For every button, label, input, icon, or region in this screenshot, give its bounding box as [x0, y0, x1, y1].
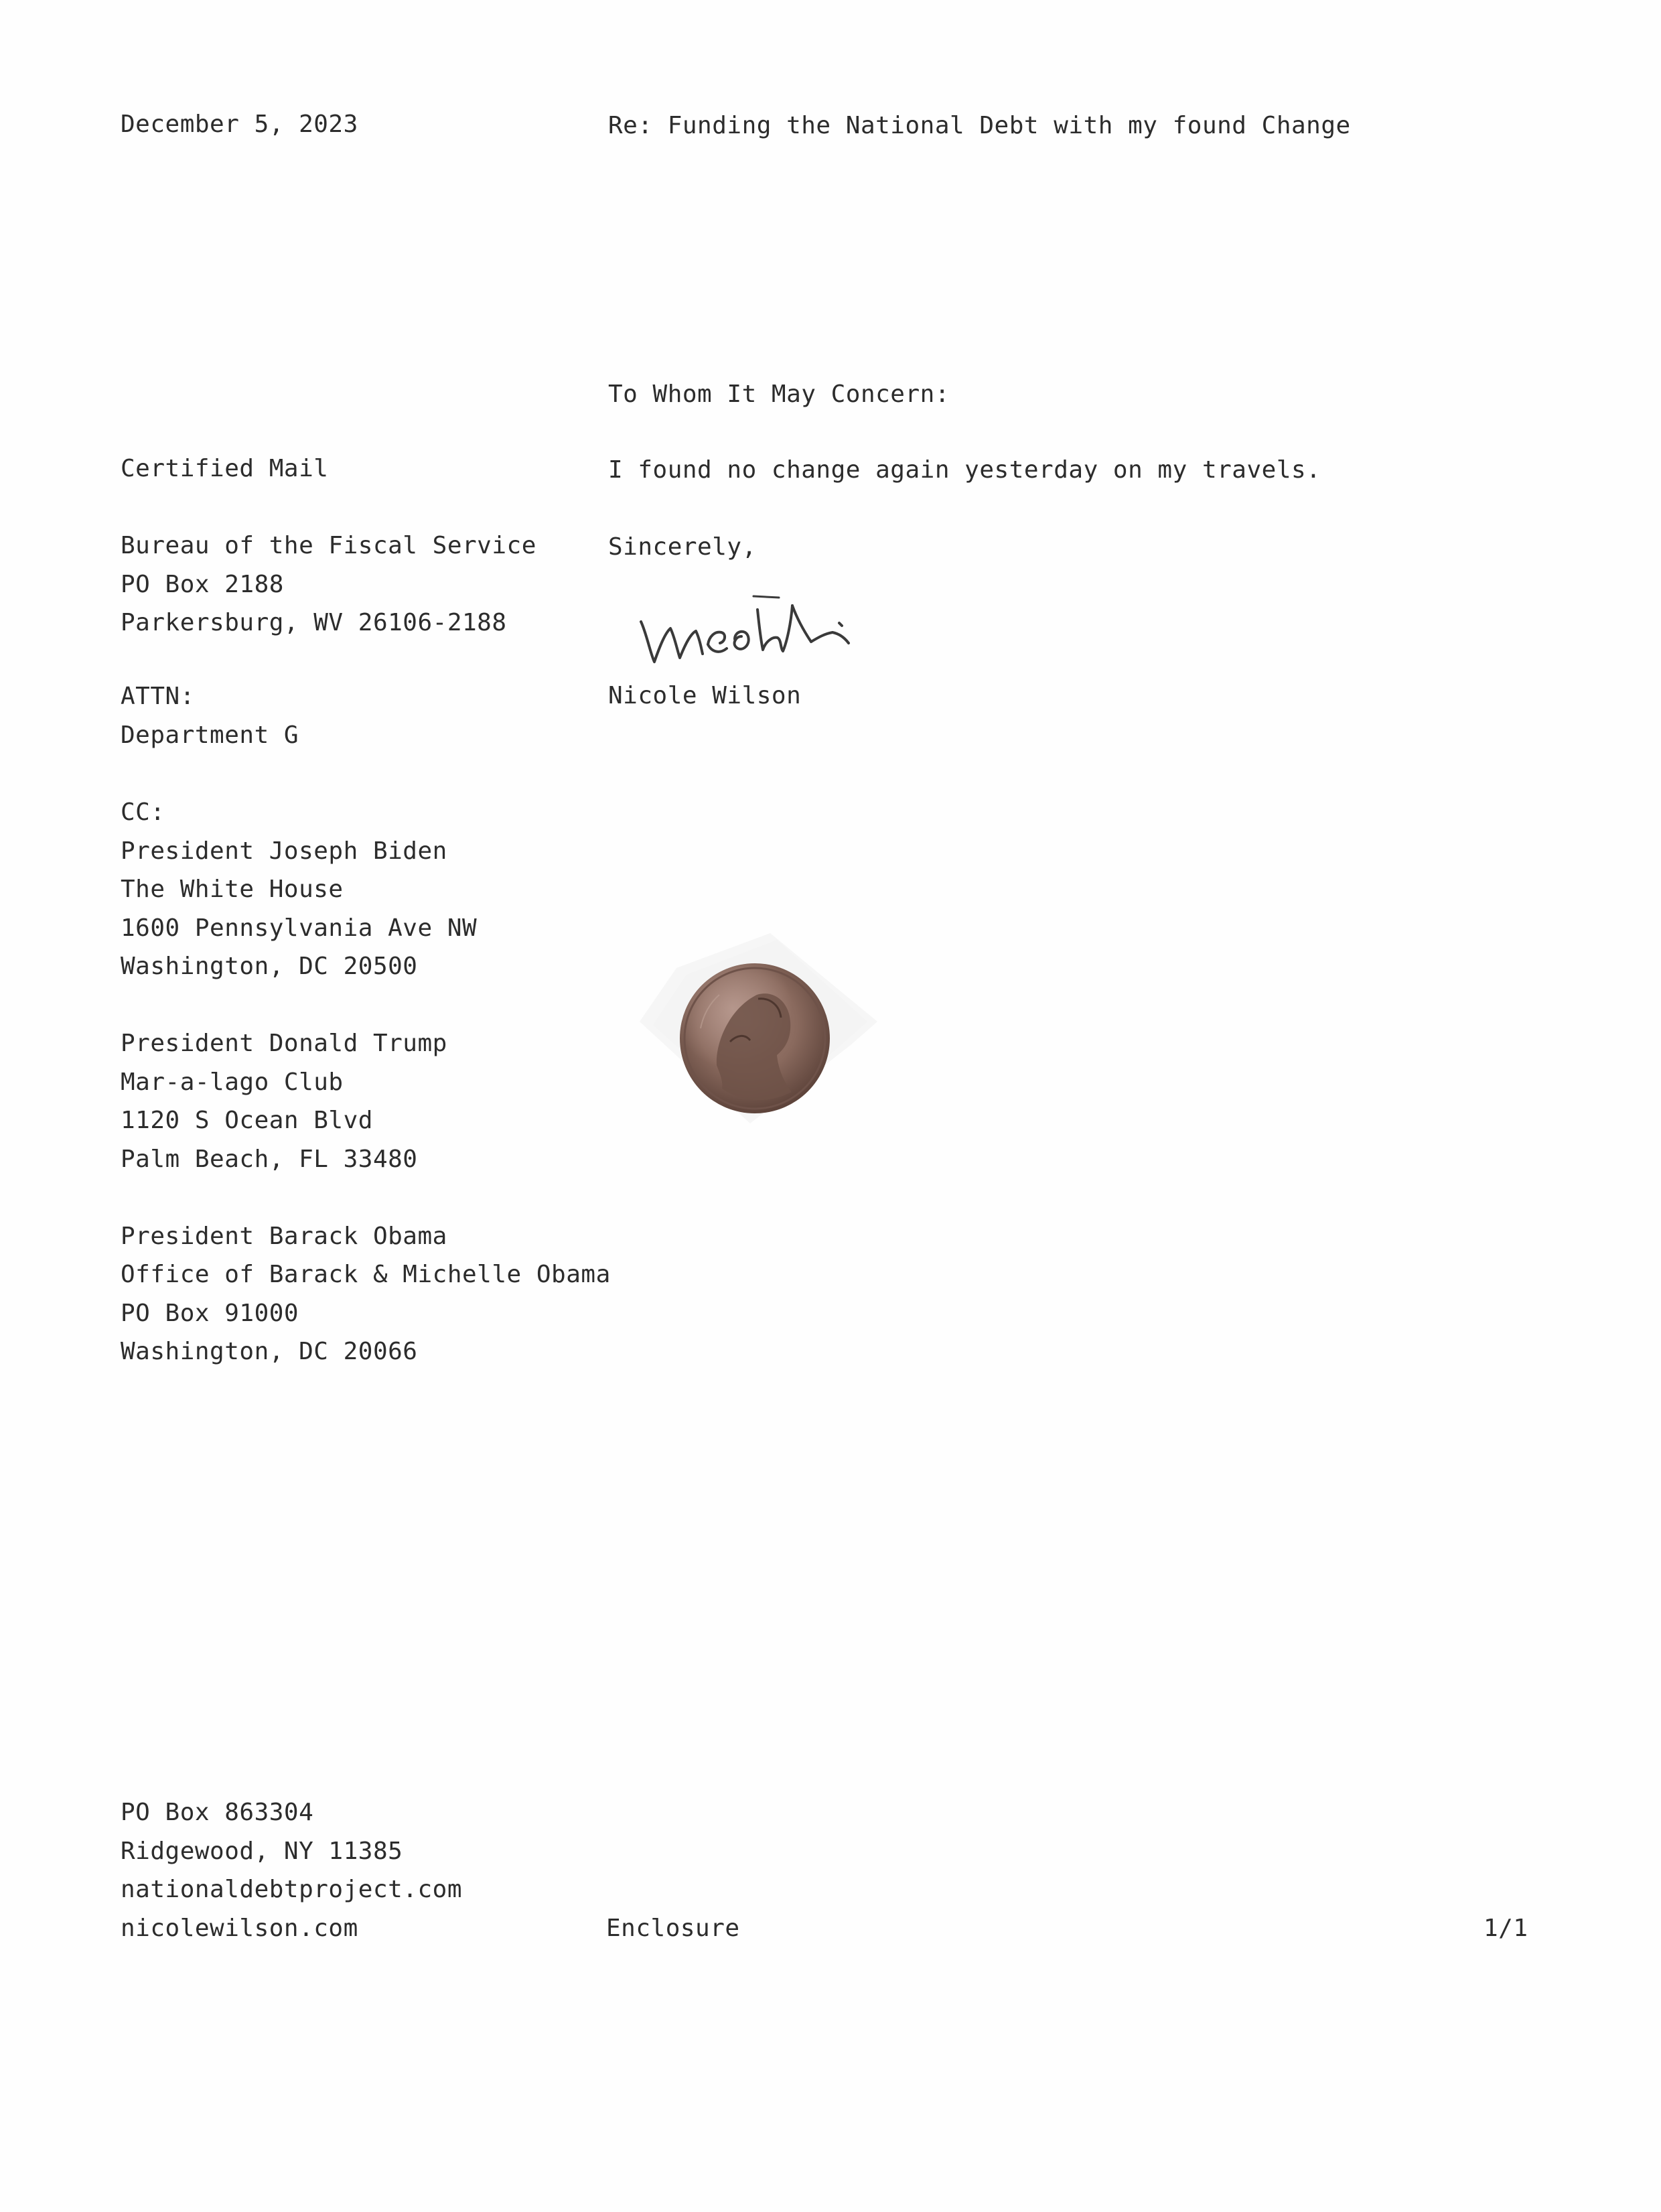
cc-line: President Barack Obama: [121, 1222, 447, 1250]
penny-coin-image: [636, 928, 884, 1129]
salutation: To Whom It May Concern:: [608, 381, 950, 408]
recipient-line: Bureau of the Fiscal Service: [121, 532, 536, 559]
letter-date: December 5, 2023: [121, 111, 358, 138]
recipient-line: PO Box 2188: [121, 570, 284, 598]
cc-line: The White House: [121, 876, 344, 903]
mail-type: Certified Mail: [121, 455, 329, 482]
signature: [626, 569, 988, 677]
letter-subject: Re: Funding the National Debt with my found Change: [608, 112, 1351, 139]
signer-name: Nicole Wilson: [608, 682, 802, 709]
cc-label: CC:: [121, 799, 165, 826]
sender-line: PO Box 863304: [121, 1799, 314, 1826]
cc-line: 1600 Pennsylvania Ave NW: [121, 914, 478, 942]
attn-block: [121, 677, 299, 754]
sender-address: [121, 1793, 462, 1947]
cc-line: President Donald Trump: [121, 1030, 447, 1057]
cc-line: PO Box 91000: [121, 1299, 299, 1327]
cc-line: President Joseph Biden: [121, 837, 447, 865]
page-number: 1/1: [1484, 1915, 1528, 1942]
recipient-line: Parkersburg, WV 26106-2188: [121, 609, 507, 636]
sender-website: nicolewilson.com: [121, 1914, 358, 1942]
recipient-address: [121, 527, 536, 642]
cc-line: 1120 S Ocean Blvd: [121, 1107, 373, 1134]
sender-line: Ridgewood, NY 11385: [121, 1837, 403, 1865]
cc-line: Washington, DC 20500: [121, 953, 418, 980]
cc-line: Washington, DC 20066: [121, 1338, 418, 1365]
cc-line: Mar-a-lago Club: [121, 1068, 344, 1096]
cc-block: [121, 793, 611, 1371]
cc-line: Palm Beach, FL 33480: [121, 1145, 418, 1173]
attn-department: Department G: [121, 721, 299, 749]
sender-website: nationaldebtproject.com: [121, 1876, 462, 1903]
closing: Sincerely,: [608, 533, 757, 561]
cc-line: Office of Barack & Michelle Obama: [121, 1261, 611, 1288]
enclosure-label: Enclosure: [606, 1915, 740, 1942]
attn-label: ATTN:: [121, 683, 195, 710]
letter-body: I found no change again yesterday on my travels.: [608, 456, 1321, 484]
